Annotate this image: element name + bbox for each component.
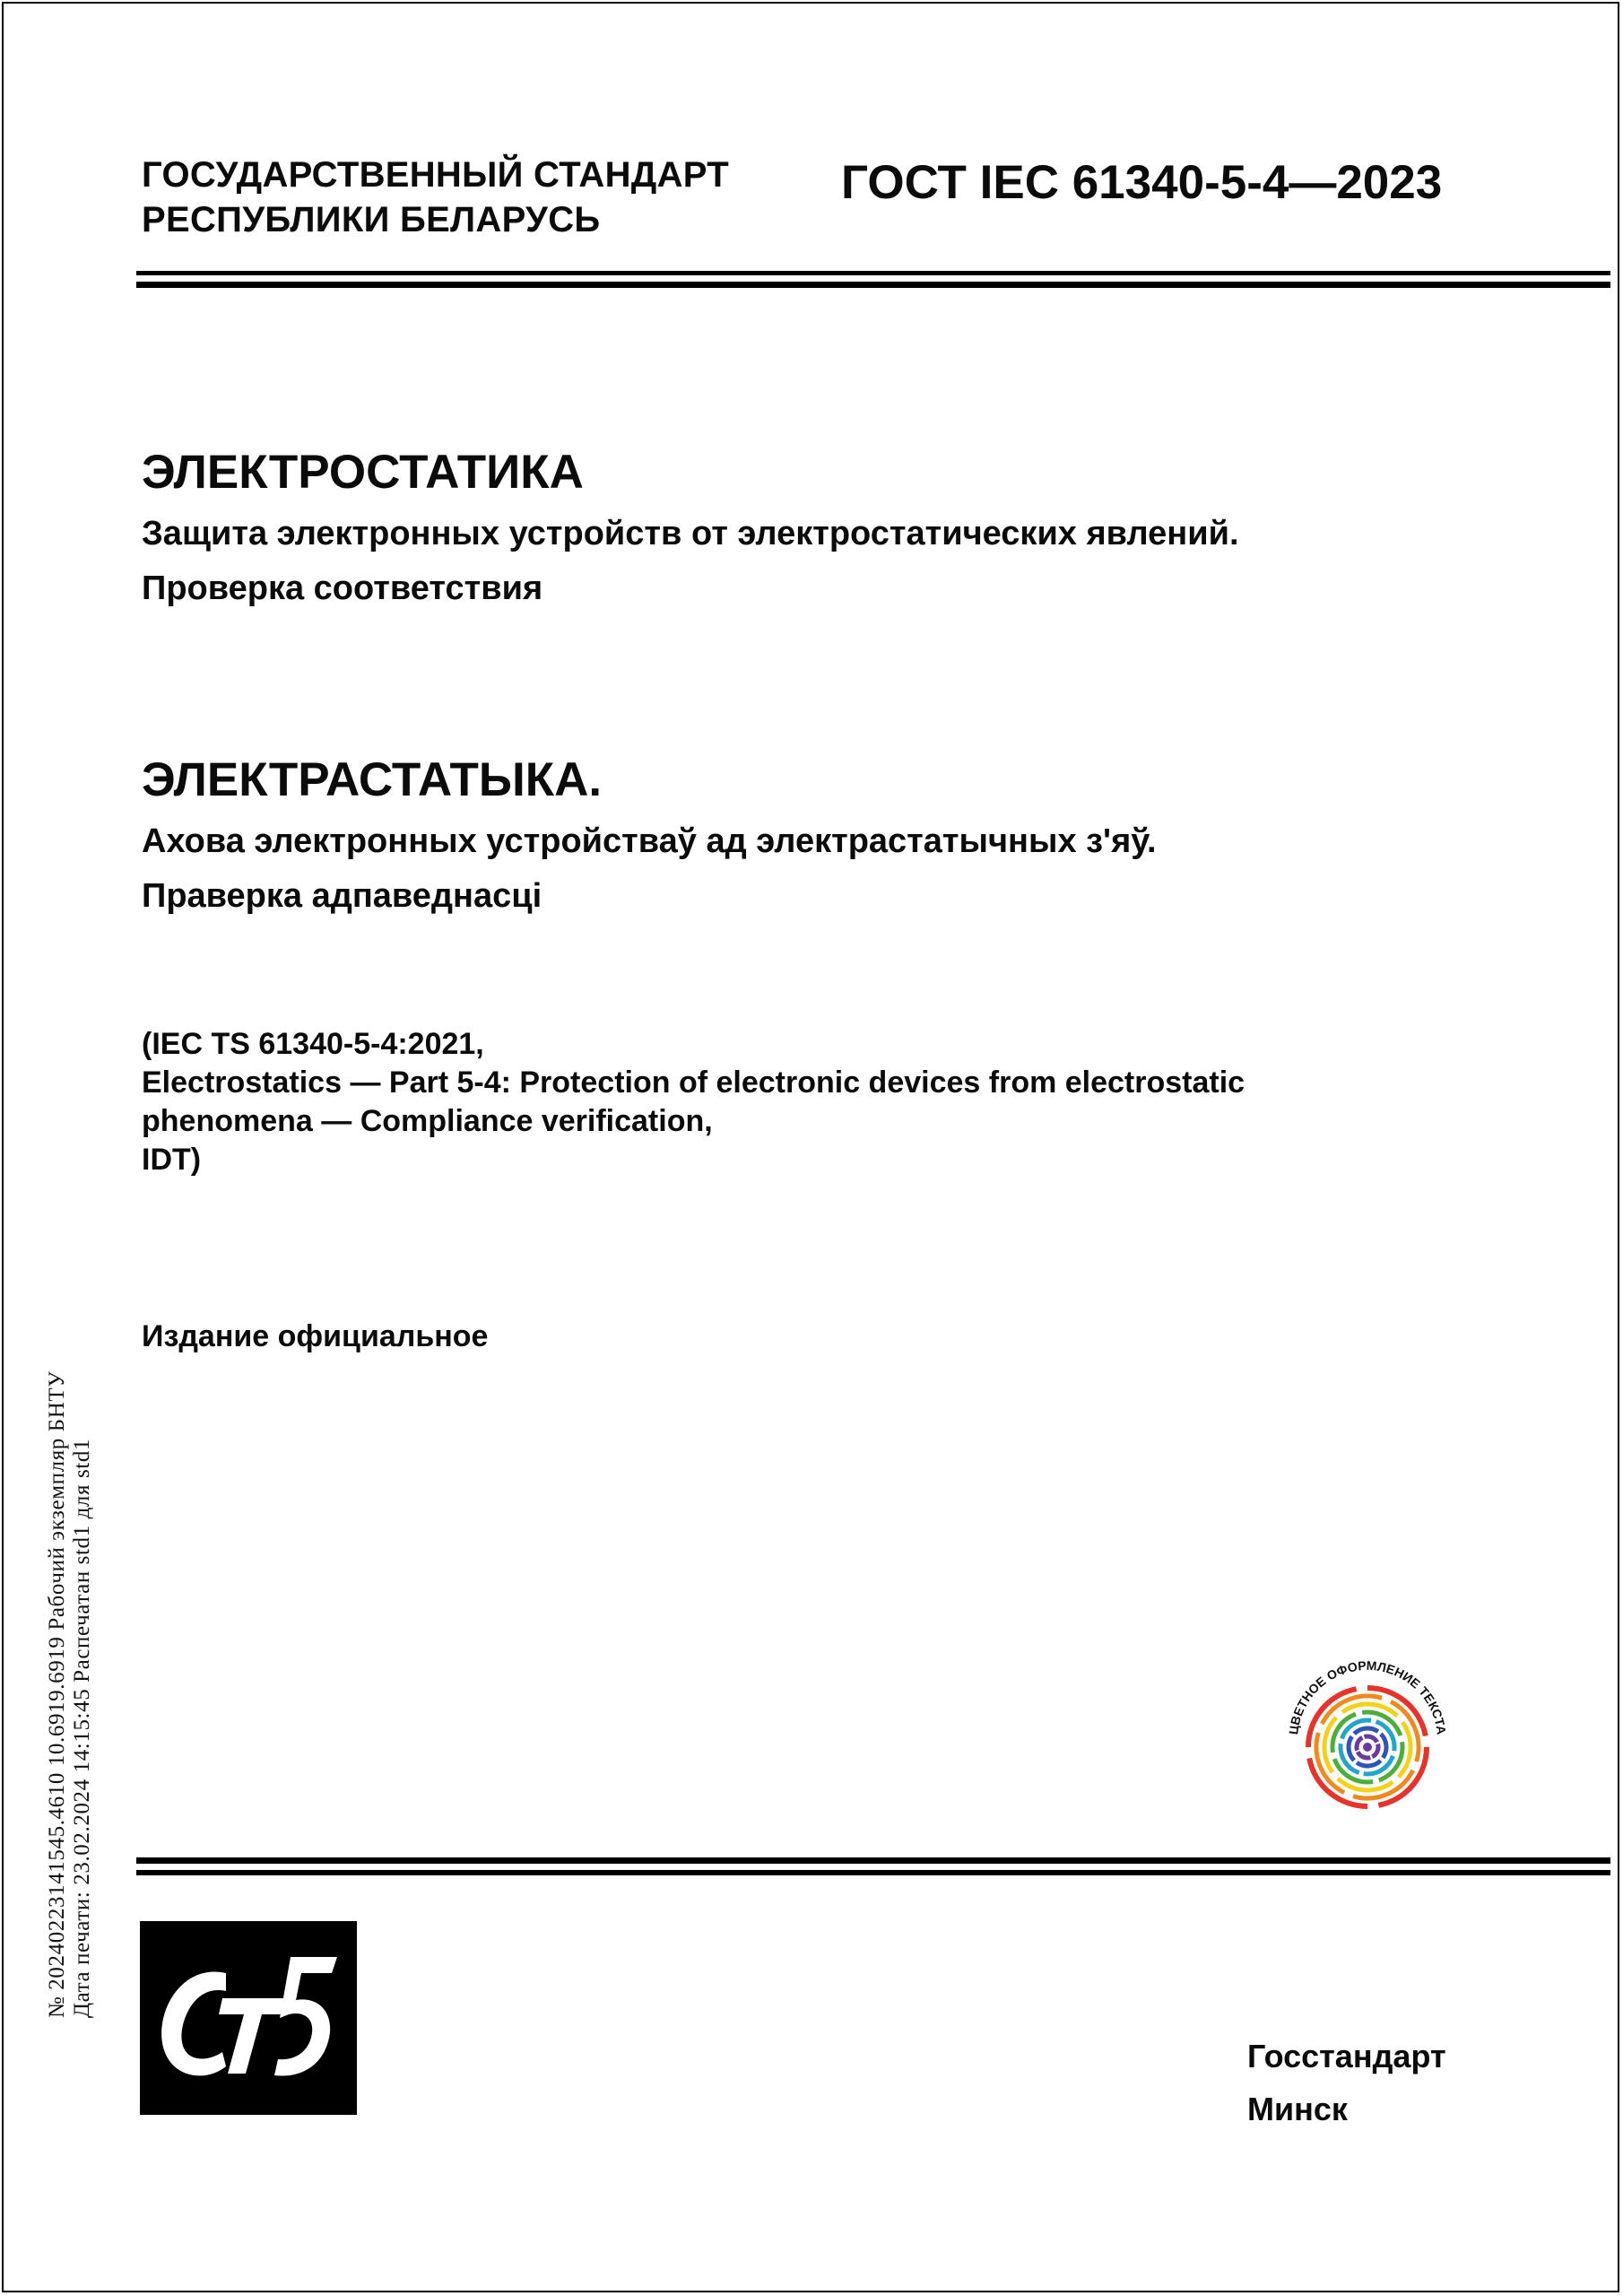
edition-label: Издание официальное xyxy=(142,1319,489,1353)
gosstandart-logo xyxy=(140,1921,357,2115)
print-stamp-line-1: № 20240223141545.4610 10.6919.6919 Рабочий экземпляр БНТУ xyxy=(45,1370,69,2018)
color-design-logo xyxy=(1278,1650,1457,1830)
color-logo-caption-path: ЦВЕТНОЕ ОФОРМЛЕНИЕ ТЕКСТА xyxy=(1286,1657,1449,1735)
iec-reference-line-1: (IEC TS 61340-5-4:2021, xyxy=(142,1027,484,1061)
footer-rule-bottom xyxy=(136,1870,1610,1875)
russian-subtitle-line-1: Защита электронных устройств от электростатических явлений. xyxy=(142,515,1239,552)
header-country-line-2: РЕСПУБЛИКИ БЕЛАРУСЬ xyxy=(142,200,601,239)
belarusian-subtitle-line-1: Ахова электронных устройстваў ад электрастатычных з'яў. xyxy=(142,822,1157,860)
iec-reference-line-3: phenomena — Compliance verification, xyxy=(142,1104,713,1138)
iec-reference-line-2: Electrostatics — Part 5-4: Protection of electronic devices from electrostatic xyxy=(142,1065,1245,1100)
belarusian-subtitle xyxy=(142,814,1157,924)
header-rule-bottom xyxy=(136,282,1610,288)
print-stamp-line-2: Дата печати: 23.02.2024 14:15:45 Распечатан std1 для std1 xyxy=(70,1438,94,2018)
publisher-city: Минск xyxy=(1247,2091,1348,2127)
gosstandart-logo-icon xyxy=(140,1921,357,2115)
iec-reference xyxy=(142,1025,1245,1179)
color-rings-icon xyxy=(1278,1650,1457,1830)
standard-designation: ГОСТ IEC 61340-5-4—2023 xyxy=(841,156,1443,209)
russian-subtitle xyxy=(142,507,1239,616)
footer-rule-top xyxy=(136,1857,1610,1864)
russian-title: ЭЛЕКТРОСТАТИКА xyxy=(142,446,584,499)
color-ring-center xyxy=(1363,1743,1372,1752)
belarusian-subtitle-line-2: Праверка адпаведнасці xyxy=(142,877,542,915)
header-rule-top xyxy=(136,271,1610,275)
header-country-block xyxy=(142,152,729,242)
header-country-line-1: ГОСУДАРСТВЕННЫЙ СТАНДАРТ xyxy=(142,155,729,195)
russian-subtitle-line-2: Проверка соответствия xyxy=(142,570,543,607)
iec-reference-line-4: IDT) xyxy=(142,1143,202,1177)
publisher-name: Госстандарт xyxy=(1247,2038,1446,2074)
print-stamp xyxy=(45,1166,95,2018)
publisher-block xyxy=(1247,2030,1446,2135)
belarusian-title: ЭЛЕКТРАСТАТЫКА. xyxy=(142,753,603,806)
